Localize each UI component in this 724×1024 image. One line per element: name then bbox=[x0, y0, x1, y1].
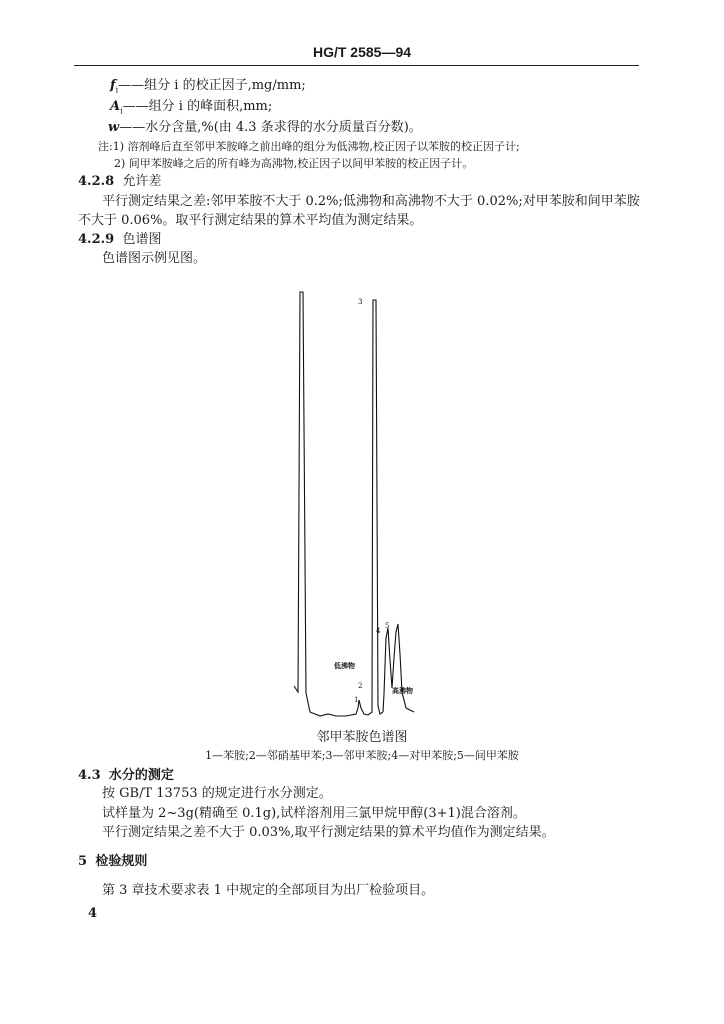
section-4-3-line1: 按 GB/T 13753 的规定进行水分测定。 bbox=[102, 786, 332, 801]
figure-legend: 1—苯胺;2—邻硝基甲苯;3—邻甲苯胺;4—对甲苯胺;5—间甲苯胺 bbox=[205, 749, 519, 762]
peak-label-1: 1 bbox=[354, 696, 359, 704]
standard-header: HG/T 2585—94 bbox=[312, 44, 412, 60]
note-2: 2) 间甲苯胺峰之后的所有峰为高沸物,校正因子以间甲苯胺的校正因子计。 bbox=[114, 157, 474, 170]
section-4-2-9-heading: 4.2.9 色谱图 bbox=[78, 232, 162, 247]
peak-label-5: 5 bbox=[385, 622, 390, 630]
peak-5-trace bbox=[392, 624, 414, 712]
figure-caption: 邻甲苯胺色谱图 bbox=[316, 730, 408, 745]
definition-f: $f_i——$组分 i 的校正因子,mg/mm; bbox=[110, 78, 306, 95]
peak-label-2: 2 bbox=[358, 682, 363, 690]
chromatogram-chart bbox=[280, 288, 420, 720]
peak-label-3: 3 bbox=[358, 298, 363, 306]
section-4-3-heading: 4.3 水分的测定 bbox=[78, 768, 174, 783]
solvent-peak-trace bbox=[294, 292, 368, 716]
section-5-heading: 5 检验规则 bbox=[78, 854, 148, 869]
section-5-line1: 第 3 章技术要求表 1 中规定的全部项目为出厂检验项目。 bbox=[102, 883, 435, 898]
section-4-2-8-line1: 平行测定结果之差:邻甲苯胺不大于 0.2%;低沸物和高沸物不大于 0.02%;对甲苯胺和间甲苯胺 bbox=[102, 194, 640, 209]
definition-a: $A_i——$组分 i 的峰面积,mm; bbox=[110, 99, 273, 116]
annotation-high-boiling: 高沸物 bbox=[392, 686, 413, 695]
section-4-3-line2: 试样量为 2~3g(精确至 0.1g),试样溶剂用三氯甲烷甲醇(3+1)混合溶剂。 bbox=[102, 806, 526, 821]
page-number: 4 bbox=[88, 906, 98, 921]
note-1: 注:1) 溶剂峰后直至邻甲苯胺峰之前出峰的组分为低沸物,校正因子以苯胺的校正因子计; bbox=[98, 140, 520, 153]
annotation-low-boiling: 低沸物 bbox=[334, 661, 355, 670]
peak-4-trace bbox=[383, 628, 392, 712]
definition-w: w——水分含量,%(由 4.3 条求得的水分质量百分数)。 bbox=[108, 120, 422, 135]
section-4-2-8-line2: 不大于 0.06%。取平行测定结果的算术平均值为测定结果。 bbox=[78, 213, 423, 228]
peak-label-4: 4 bbox=[376, 627, 381, 635]
section-4-2-9-line1: 色谱图示例见图。 bbox=[102, 251, 207, 266]
header-rule bbox=[74, 65, 639, 66]
section-4-2-8-heading: 4.2.8 允许差 bbox=[78, 174, 162, 189]
section-4-3-line3: 平行测定结果之差不大于 0.03%,取平行测定结果的算术平均值作为测定结果。 bbox=[102, 825, 555, 840]
peak-3-trace bbox=[368, 300, 383, 715]
